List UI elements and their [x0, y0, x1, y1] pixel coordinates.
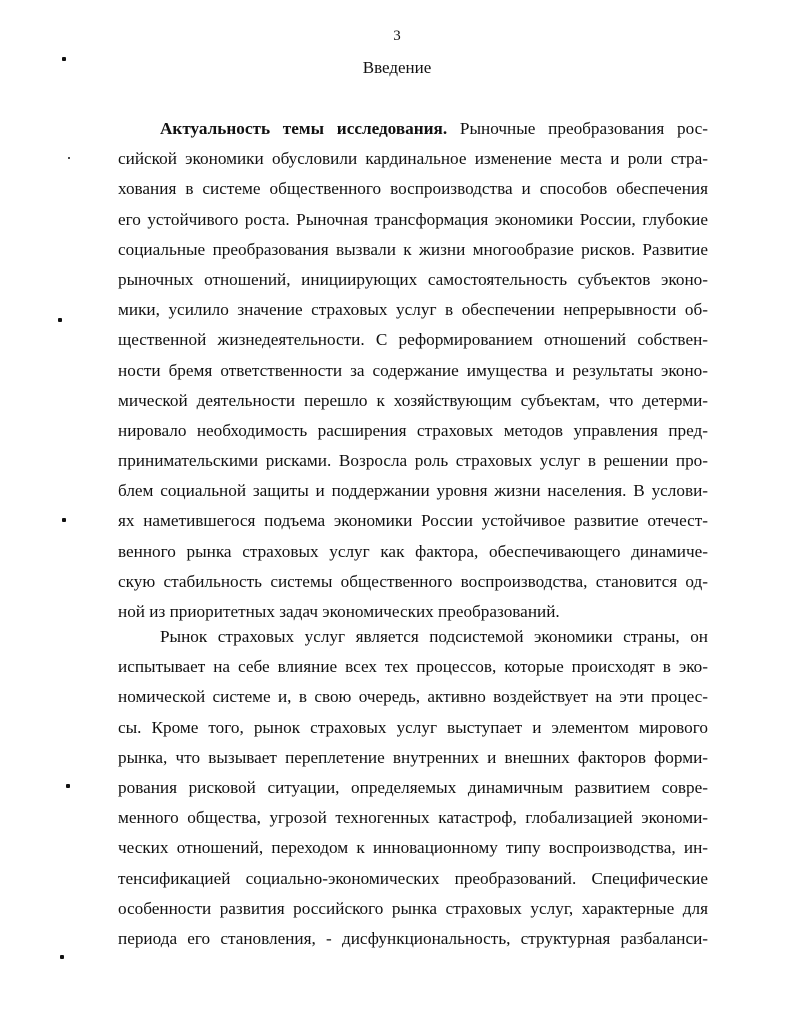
paragraph-line: рования рисковой ситуации, определяемых динамичным развитием совре-	[118, 777, 708, 797]
paragraph-line: сийской экономики обусловили кардинальное изменение места и роли стра-	[118, 149, 708, 169]
paragraph-line: сы. Кроме того, рынок страховых услуг выступает и элементом мирового	[118, 717, 708, 737]
paragraph-line: ности бремя ответственности за содержание имущества и результаты эконо-	[118, 360, 708, 380]
lead-phrase: Актуальность темы исследования.	[160, 119, 448, 138]
scan-mark	[68, 157, 70, 159]
paragraph-line: периода его становления, - дисфункциональность, структурная разбаланси-	[118, 928, 708, 948]
paragraph-line: венного рынка страховых услуг как фактора, обеспечивающего динамиче-	[118, 541, 708, 561]
paragraph-line: принимательскими рисками. Возросла роль страховых услуг в решении про-	[118, 451, 708, 471]
paragraph-line: ческих отношений, переходом к инновационному типу воспроизводства, ин-	[118, 838, 708, 858]
paragraph-line: испытывает на себе влияние всех тех процессов, которые происходят в эко-	[118, 657, 708, 677]
paragraph-line: Актуальность темы исследования. Рыночные преобразования рос-	[160, 119, 708, 138]
paragraph-line: номической системе и, в свою очередь, активно воздействует на эти процес-	[118, 687, 708, 707]
paragraph-line: менного общества, угрозой техногенных катастроф, глобализацией экономи-	[118, 808, 708, 828]
paragraph-line: блем социальной защиты и поддержании уровня жизни населения. В услови-	[118, 481, 708, 501]
paragraph-line: хования в системе общественного воспроизводства и способов обеспечения	[118, 179, 708, 199]
scan-mark	[60, 955, 64, 959]
paragraph-line: его устойчивого роста. Рыночная трансформация экономики России, глубокие	[118, 209, 708, 229]
paragraph-line: рыночных отношений, инициирующих самостоятельность субъектов эконо-	[118, 269, 708, 289]
paragraph-line: ях наметившегося подъема экономики России устойчивое развитие отечест-	[118, 511, 708, 531]
paragraph-line: ной из приоритетных задач экономических преобразований.	[118, 602, 560, 621]
paragraph-line: тенсификацией социально-экономических преобразований. Специфические	[118, 868, 708, 888]
paragraph-line: мики, усилило значение страховых услуг в обеспечении непрерывности об-	[118, 300, 708, 320]
scan-mark	[62, 518, 66, 522]
scan-mark	[58, 318, 62, 322]
paragraph-line: мической деятельности перешло к хозяйствующим субъектам, что детерми-	[118, 390, 708, 410]
paragraph-line: Рынок страховых услуг является подсистемой экономики страны, он	[160, 627, 708, 646]
section-heading: Введение	[362, 58, 432, 77]
paragraph-line: особенности развития российского рынка страховых услуг, характерные для	[118, 898, 708, 918]
scan-mark	[66, 784, 70, 788]
page-number: 3	[393, 28, 401, 44]
paragraph-line: щественной жизнедеятельности. С реформированием отношений собствен-	[118, 330, 708, 350]
paragraph-insurance-market	[118, 622, 708, 954]
paragraph-line: рынка, что вызывает переплетение внутренних и внешних факторов форми-	[118, 747, 708, 767]
paragraph-relevance	[118, 114, 708, 627]
paragraph-line: нировало необходимость расширения страховых методов управления пред-	[118, 420, 708, 440]
paragraph-line: социальные преобразования вызвали к жизни многообразие рисков. Развитие	[118, 239, 708, 259]
paragraph-line: скую стабильность системы общественного воспроизводства, становится од-	[118, 571, 708, 591]
